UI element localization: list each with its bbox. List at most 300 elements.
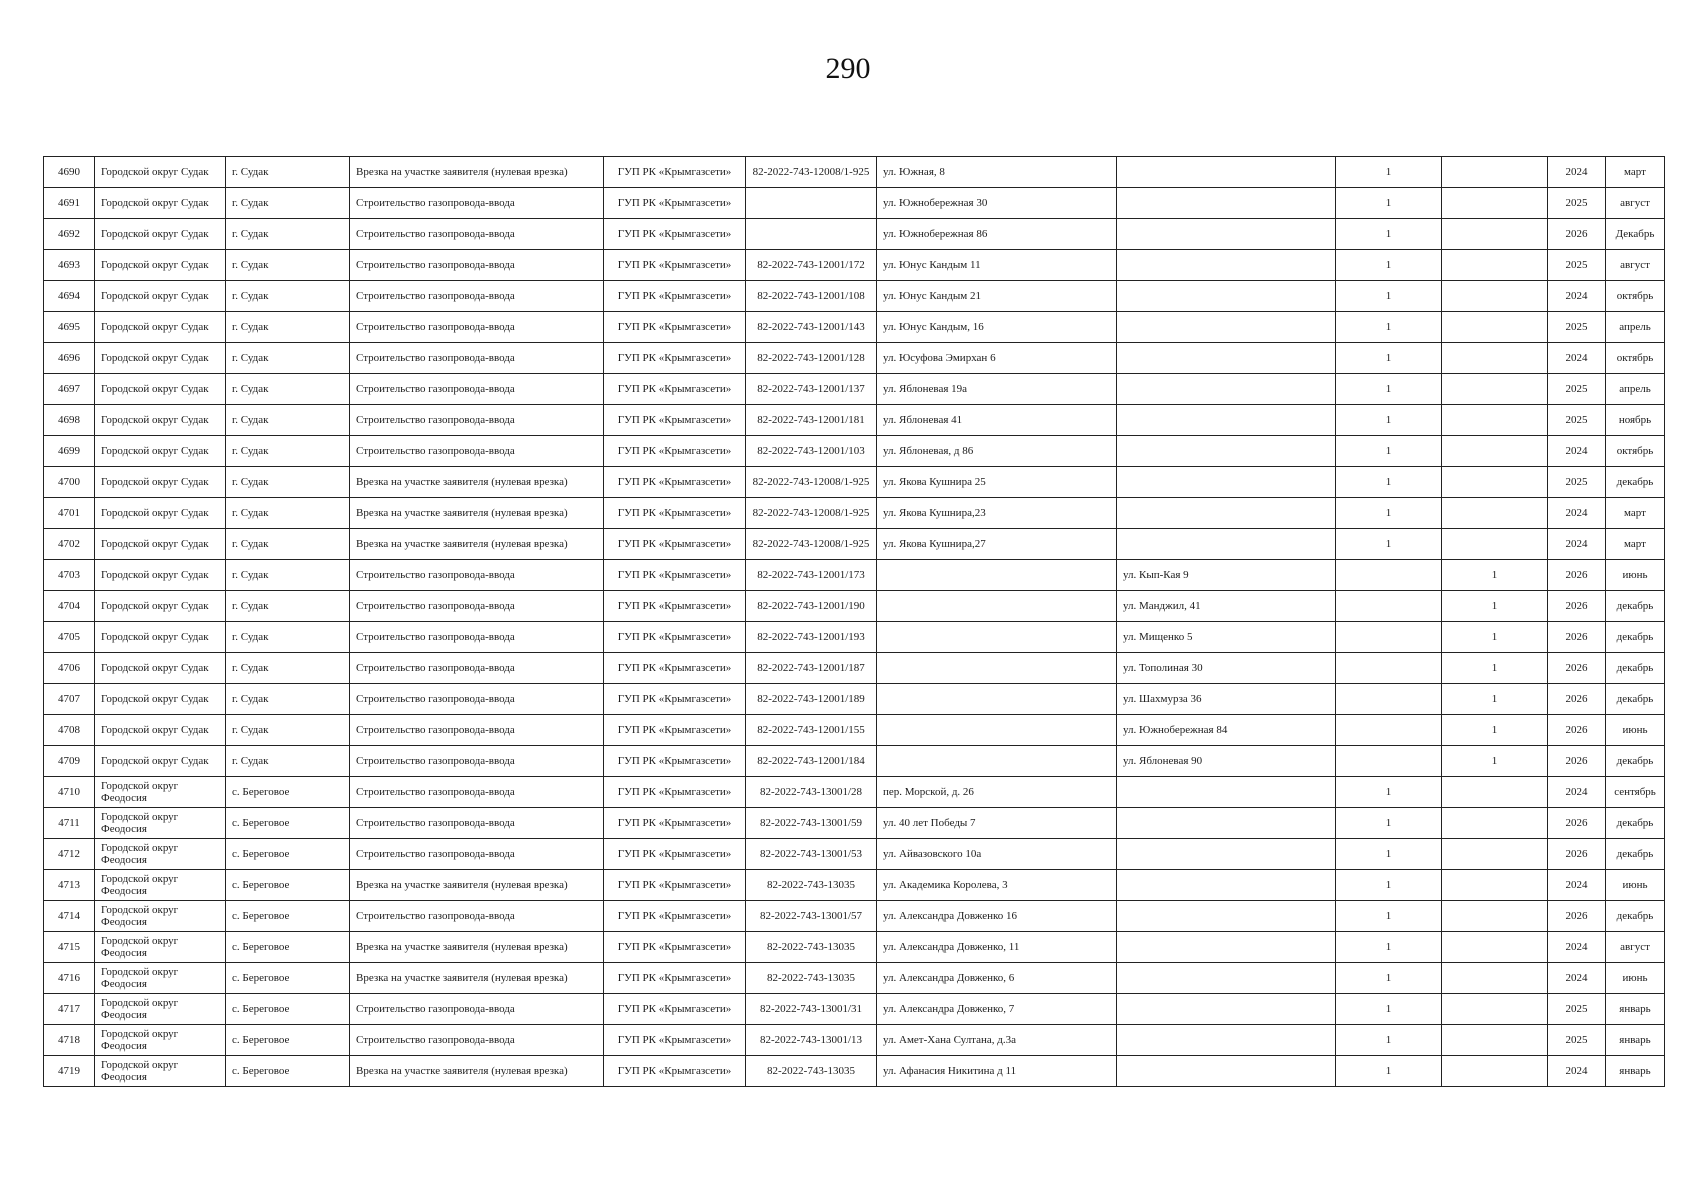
address-cell: ул. Айвазовского 10а [877, 839, 1117, 870]
registration-number-cell: 82-2022-743-12001/189 [746, 684, 877, 715]
address-alt-cell [1117, 777, 1336, 808]
year-cell: 2026 [1548, 622, 1606, 653]
organization-cell: ГУП РК «Крымгазсети» [604, 591, 746, 622]
quantity-alt-cell: 1 [1442, 591, 1548, 622]
year-cell: 2026 [1548, 684, 1606, 715]
row-number: 4717 [44, 994, 95, 1025]
address-cell: ул. Александра Довженко 16 [877, 901, 1117, 932]
quantity-cell: 1 [1336, 281, 1442, 312]
address-alt-cell: ул. Мищенко 5 [1117, 622, 1336, 653]
registration-number-cell: 82-2022-743-12001/172 [746, 250, 877, 281]
municipality-cell: Городской округ Феодосия [95, 808, 226, 839]
month-cell: март [1606, 498, 1665, 529]
organization-cell: ГУП РК «Крымгазсети» [604, 467, 746, 498]
work-type-cell: Строительство газопровода-ввода [350, 994, 604, 1025]
month-cell: июнь [1606, 560, 1665, 591]
month-cell: декабрь [1606, 591, 1665, 622]
row-number: 4693 [44, 250, 95, 281]
municipality-cell: Городской округ Феодосия [95, 1056, 226, 1087]
work-type-cell: Врезка на участке заявителя (нулевая врезка) [350, 498, 604, 529]
quantity-alt-cell: 1 [1442, 622, 1548, 653]
table-row [44, 994, 1665, 1025]
row-number: 4695 [44, 312, 95, 343]
registration-number-cell: 82-2022-743-12001/103 [746, 436, 877, 467]
month-cell: октябрь [1606, 281, 1665, 312]
quantity-alt-cell [1442, 839, 1548, 870]
quantity-alt-cell: 1 [1442, 715, 1548, 746]
gasification-registry-table [43, 156, 1665, 1087]
quantity-alt-cell [1442, 467, 1548, 498]
row-number: 4697 [44, 374, 95, 405]
address-cell: ул. Юнус Кандым 21 [877, 281, 1117, 312]
municipality-cell: Городской округ Судак [95, 374, 226, 405]
address-alt-cell: ул. Тополиная 30 [1117, 653, 1336, 684]
municipality-cell: Городской округ Судак [95, 746, 226, 777]
address-alt-cell [1117, 1025, 1336, 1056]
address-cell: ул. Якова Кушнира 25 [877, 467, 1117, 498]
organization-cell: ГУП РК «Крымгазсети» [604, 653, 746, 684]
municipality-cell: Городской округ Феодосия [95, 932, 226, 963]
address-cell: ул. Южнобережная 30 [877, 188, 1117, 219]
row-number: 4704 [44, 591, 95, 622]
table-row [44, 529, 1665, 560]
quantity-cell [1336, 591, 1442, 622]
address-cell: ул. Якова Кушнира,23 [877, 498, 1117, 529]
row-number: 4699 [44, 436, 95, 467]
address-cell [877, 715, 1117, 746]
registry-body [44, 157, 1665, 1087]
year-cell: 2026 [1548, 839, 1606, 870]
address-alt-cell [1117, 312, 1336, 343]
table-row [44, 436, 1665, 467]
address-cell [877, 560, 1117, 591]
work-type-cell: Строительство газопровода-ввода [350, 901, 604, 932]
work-type-cell: Врезка на участке заявителя (нулевая врезка) [350, 870, 604, 901]
table-row [44, 467, 1665, 498]
work-type-cell: Строительство газопровода-ввода [350, 777, 604, 808]
address-alt-cell: ул. Яблоневая 90 [1117, 746, 1336, 777]
organization-cell: ГУП РК «Крымгазсети» [604, 746, 746, 777]
address-alt-cell [1117, 219, 1336, 250]
address-alt-cell [1117, 901, 1336, 932]
address-alt-cell: ул. Манджил, 41 [1117, 591, 1336, 622]
work-type-cell: Строительство газопровода-ввода [350, 436, 604, 467]
address-cell: ул. Южная, 8 [877, 157, 1117, 188]
month-cell: октябрь [1606, 343, 1665, 374]
settlement-cell: г. Судак [226, 374, 350, 405]
address-alt-cell [1117, 250, 1336, 281]
quantity-cell: 1 [1336, 219, 1442, 250]
organization-cell: ГУП РК «Крымгазсети» [604, 777, 746, 808]
year-cell: 2026 [1548, 219, 1606, 250]
quantity-alt-cell [1442, 312, 1548, 343]
year-cell: 2026 [1548, 653, 1606, 684]
quantity-alt-cell: 1 [1442, 746, 1548, 777]
settlement-cell: г. Судак [226, 343, 350, 374]
municipality-cell: Городской округ Феодосия [95, 870, 226, 901]
row-number: 4709 [44, 746, 95, 777]
organization-cell: ГУП РК «Крымгазсети» [604, 498, 746, 529]
quantity-cell: 1 [1336, 901, 1442, 932]
row-number: 4696 [44, 343, 95, 374]
year-cell: 2024 [1548, 436, 1606, 467]
table-row [44, 591, 1665, 622]
address-alt-cell [1117, 405, 1336, 436]
table-row [44, 219, 1665, 250]
municipality-cell: Городской округ Судак [95, 653, 226, 684]
organization-cell: ГУП РК «Крымгазсети» [604, 250, 746, 281]
address-cell [877, 622, 1117, 653]
address-cell: ул. Южнобережная 86 [877, 219, 1117, 250]
municipality-cell: Городской округ Феодосия [95, 777, 226, 808]
year-cell: 2024 [1548, 963, 1606, 994]
quantity-cell: 1 [1336, 157, 1442, 188]
organization-cell: ГУП РК «Крымгазсети» [604, 1056, 746, 1087]
registration-number-cell: 82-2022-743-12001/193 [746, 622, 877, 653]
municipality-cell: Городской округ Судак [95, 281, 226, 312]
address-alt-cell [1117, 436, 1336, 467]
row-number: 4692 [44, 219, 95, 250]
work-type-cell: Строительство газопровода-ввода [350, 1025, 604, 1056]
work-type-cell: Строительство газопровода-ввода [350, 684, 604, 715]
quantity-cell: 1 [1336, 529, 1442, 560]
row-number: 4715 [44, 932, 95, 963]
quantity-alt-cell [1442, 188, 1548, 219]
table-row [44, 684, 1665, 715]
quantity-cell [1336, 560, 1442, 591]
address-alt-cell [1117, 994, 1336, 1025]
quantity-cell: 1 [1336, 963, 1442, 994]
address-cell: ул. Александра Довженко, 7 [877, 994, 1117, 1025]
year-cell: 2025 [1548, 188, 1606, 219]
month-cell: декабрь [1606, 901, 1665, 932]
address-cell: пер. Морской, д. 26 [877, 777, 1117, 808]
year-cell: 2026 [1548, 901, 1606, 932]
quantity-alt-cell [1442, 529, 1548, 560]
registration-number-cell: 82-2022-743-12001/184 [746, 746, 877, 777]
municipality-cell: Городской округ Судак [95, 684, 226, 715]
registration-number-cell: 82-2022-743-13035 [746, 963, 877, 994]
month-cell: октябрь [1606, 436, 1665, 467]
organization-cell: ГУП РК «Крымгазсети» [604, 715, 746, 746]
table-row [44, 715, 1665, 746]
organization-cell: ГУП РК «Крымгазсети» [604, 994, 746, 1025]
settlement-cell: с. Береговое [226, 808, 350, 839]
registration-number-cell: 82-2022-743-13035 [746, 1056, 877, 1087]
address-alt-cell [1117, 529, 1336, 560]
row-number: 4708 [44, 715, 95, 746]
quantity-cell: 1 [1336, 870, 1442, 901]
table-row [44, 312, 1665, 343]
municipality-cell: Городской округ Феодосия [95, 994, 226, 1025]
address-alt-cell [1117, 1056, 1336, 1087]
municipality-cell: Городской округ Судак [95, 529, 226, 560]
organization-cell: ГУП РК «Крымгазсети» [604, 219, 746, 250]
month-cell: январь [1606, 1056, 1665, 1087]
address-alt-cell [1117, 157, 1336, 188]
registration-number-cell: 82-2022-743-13001/28 [746, 777, 877, 808]
registration-number-cell: 82-2022-743-12001/143 [746, 312, 877, 343]
address-cell [877, 653, 1117, 684]
address-alt-cell [1117, 870, 1336, 901]
year-cell: 2026 [1548, 746, 1606, 777]
address-cell: ул. Александра Довженко, 6 [877, 963, 1117, 994]
settlement-cell: г. Судак [226, 157, 350, 188]
row-number: 4707 [44, 684, 95, 715]
page-number: 290 [825, 52, 871, 85]
organization-cell: ГУП РК «Крымгазсети» [604, 157, 746, 188]
work-type-cell: Строительство газопровода-ввода [350, 405, 604, 436]
settlement-cell: г. Судак [226, 746, 350, 777]
month-cell: декабрь [1606, 622, 1665, 653]
quantity-cell: 1 [1336, 777, 1442, 808]
settlement-cell: г. Судак [226, 405, 350, 436]
month-cell: июнь [1606, 715, 1665, 746]
year-cell: 2024 [1548, 157, 1606, 188]
address-cell: ул. Яблоневая 19а [877, 374, 1117, 405]
month-cell: июнь [1606, 963, 1665, 994]
registration-number-cell: 82-2022-743-13001/57 [746, 901, 877, 932]
municipality-cell: Городской округ Судак [95, 312, 226, 343]
work-type-cell: Врезка на участке заявителя (нулевая врезка) [350, 932, 604, 963]
table-row [44, 281, 1665, 312]
quantity-cell: 1 [1336, 932, 1442, 963]
month-cell: апрель [1606, 312, 1665, 343]
address-cell: ул. Яблоневая 41 [877, 405, 1117, 436]
month-cell: апрель [1606, 374, 1665, 405]
row-number: 4710 [44, 777, 95, 808]
municipality-cell: Городской округ Судак [95, 436, 226, 467]
quantity-cell: 1 [1336, 405, 1442, 436]
organization-cell: ГУП РК «Крымгазсети» [604, 436, 746, 467]
quantity-alt-cell [1442, 374, 1548, 405]
work-type-cell: Строительство газопровода-ввода [350, 653, 604, 684]
registration-number-cell: 82-2022-743-12001/187 [746, 653, 877, 684]
address-cell: ул. Афанасия Никитина д 11 [877, 1056, 1117, 1087]
month-cell: декабрь [1606, 684, 1665, 715]
row-number: 4716 [44, 963, 95, 994]
month-cell: март [1606, 529, 1665, 560]
organization-cell: ГУП РК «Крымгазсети» [604, 560, 746, 591]
work-type-cell: Строительство газопровода-ввода [350, 622, 604, 653]
organization-cell: ГУП РК «Крымгазсети» [604, 870, 746, 901]
row-number: 4694 [44, 281, 95, 312]
registration-number-cell: 82-2022-743-12008/1-925 [746, 157, 877, 188]
year-cell: 2024 [1548, 529, 1606, 560]
settlement-cell: г. Судак [226, 312, 350, 343]
work-type-cell: Строительство газопровода-ввода [350, 591, 604, 622]
year-cell: 2025 [1548, 312, 1606, 343]
settlement-cell: г. Судак [226, 188, 350, 219]
settlement-cell: с. Береговое [226, 870, 350, 901]
table-row [44, 777, 1665, 808]
quantity-cell: 1 [1336, 1025, 1442, 1056]
municipality-cell: Городской округ Феодосия [95, 839, 226, 870]
quantity-alt-cell [1442, 963, 1548, 994]
settlement-cell: г. Судак [226, 250, 350, 281]
year-cell: 2024 [1548, 281, 1606, 312]
year-cell: 2026 [1548, 808, 1606, 839]
settlement-cell: г. Судак [226, 467, 350, 498]
table-row [44, 932, 1665, 963]
year-cell: 2025 [1548, 250, 1606, 281]
work-type-cell: Строительство газопровода-ввода [350, 188, 604, 219]
address-cell: ул. Юнус Кандым 11 [877, 250, 1117, 281]
quantity-alt-cell [1442, 219, 1548, 250]
quantity-alt-cell: 1 [1442, 560, 1548, 591]
address-cell: ул. Якова Кушнира,27 [877, 529, 1117, 560]
settlement-cell: г. Судак [226, 219, 350, 250]
table-row [44, 653, 1665, 684]
settlement-cell: г. Судак [226, 436, 350, 467]
address-alt-cell [1117, 963, 1336, 994]
municipality-cell: Городской округ Судак [95, 715, 226, 746]
year-cell: 2025 [1548, 467, 1606, 498]
address-alt-cell: ул. Кып-Кая 9 [1117, 560, 1336, 591]
municipality-cell: Городской округ Судак [95, 188, 226, 219]
municipality-cell: Городской округ Судак [95, 405, 226, 436]
table-row [44, 963, 1665, 994]
year-cell: 2024 [1548, 777, 1606, 808]
address-alt-cell [1117, 808, 1336, 839]
table-row [44, 250, 1665, 281]
registration-number-cell: 82-2022-743-13001/53 [746, 839, 877, 870]
address-alt-cell: ул. Южнобережная 84 [1117, 715, 1336, 746]
settlement-cell: с. Береговое [226, 932, 350, 963]
quantity-cell [1336, 746, 1442, 777]
row-number: 4719 [44, 1056, 95, 1087]
settlement-cell: с. Береговое [226, 839, 350, 870]
settlement-cell: г. Судак [226, 715, 350, 746]
quantity-cell: 1 [1336, 1056, 1442, 1087]
work-type-cell: Строительство газопровода-ввода [350, 343, 604, 374]
organization-cell: ГУП РК «Крымгазсети» [604, 901, 746, 932]
settlement-cell: г. Судак [226, 529, 350, 560]
address-alt-cell [1117, 839, 1336, 870]
settlement-cell: с. Береговое [226, 994, 350, 1025]
work-type-cell: Врезка на участке заявителя (нулевая врезка) [350, 1056, 604, 1087]
quantity-cell [1336, 715, 1442, 746]
table-row [44, 560, 1665, 591]
month-cell: июнь [1606, 870, 1665, 901]
quantity-alt-cell [1442, 157, 1548, 188]
organization-cell: ГУП РК «Крымгазсети» [604, 312, 746, 343]
registration-number-cell [746, 188, 877, 219]
address-cell: ул. Александра Довженко, 11 [877, 932, 1117, 963]
table-row [44, 808, 1665, 839]
month-cell: декабрь [1606, 808, 1665, 839]
registration-number-cell: 82-2022-743-12001/181 [746, 405, 877, 436]
address-alt-cell [1117, 932, 1336, 963]
municipality-cell: Городской округ Феодосия [95, 901, 226, 932]
quantity-alt-cell: 1 [1442, 653, 1548, 684]
row-number: 4711 [44, 808, 95, 839]
quantity-cell: 1 [1336, 498, 1442, 529]
quantity-cell: 1 [1336, 808, 1442, 839]
municipality-cell: Городской округ Феодосия [95, 1025, 226, 1056]
organization-cell: ГУП РК «Крымгазсети» [604, 1025, 746, 1056]
table-row [44, 405, 1665, 436]
month-cell: август [1606, 188, 1665, 219]
address-alt-cell: ул. Шахмурза 36 [1117, 684, 1336, 715]
address-cell: ул. Юнус Кандым, 16 [877, 312, 1117, 343]
work-type-cell: Строительство газопровода-ввода [350, 374, 604, 405]
table-row [44, 343, 1665, 374]
address-cell [877, 684, 1117, 715]
work-type-cell: Строительство газопровода-ввода [350, 746, 604, 777]
address-alt-cell [1117, 498, 1336, 529]
address-alt-cell [1117, 188, 1336, 219]
work-type-cell: Строительство газопровода-ввода [350, 808, 604, 839]
year-cell: 2024 [1548, 498, 1606, 529]
organization-cell: ГУП РК «Крымгазсети» [604, 839, 746, 870]
organization-cell: ГУП РК «Крымгазсети» [604, 963, 746, 994]
month-cell: декабрь [1606, 653, 1665, 684]
row-number: 4698 [44, 405, 95, 436]
address-cell: ул. Яблоневая, д 86 [877, 436, 1117, 467]
table-row [44, 901, 1665, 932]
quantity-cell: 1 [1336, 436, 1442, 467]
organization-cell: ГУП РК «Крымгазсети» [604, 808, 746, 839]
row-number: 4705 [44, 622, 95, 653]
table-row [44, 498, 1665, 529]
table-row [44, 188, 1665, 219]
address-alt-cell [1117, 343, 1336, 374]
quantity-cell: 1 [1336, 467, 1442, 498]
registration-number-cell: 82-2022-743-13001/31 [746, 994, 877, 1025]
address-alt-cell [1117, 467, 1336, 498]
settlement-cell: г. Судак [226, 281, 350, 312]
year-cell: 2025 [1548, 405, 1606, 436]
address-cell [877, 591, 1117, 622]
row-number: 4703 [44, 560, 95, 591]
registration-number-cell: 82-2022-743-13035 [746, 870, 877, 901]
row-number: 4712 [44, 839, 95, 870]
work-type-cell: Строительство газопровода-ввода [350, 219, 604, 250]
quantity-cell: 1 [1336, 343, 1442, 374]
municipality-cell: Городской округ Судак [95, 219, 226, 250]
organization-cell: ГУП РК «Крымгазсети» [604, 932, 746, 963]
quantity-cell: 1 [1336, 250, 1442, 281]
month-cell: декабрь [1606, 467, 1665, 498]
registration-number-cell: 82-2022-743-12001/108 [746, 281, 877, 312]
organization-cell: ГУП РК «Крымгазсети» [604, 374, 746, 405]
month-cell: декабрь [1606, 839, 1665, 870]
year-cell: 2026 [1548, 715, 1606, 746]
quantity-cell [1336, 622, 1442, 653]
quantity-alt-cell [1442, 1025, 1548, 1056]
table-row [44, 622, 1665, 653]
organization-cell: ГУП РК «Крымгазсети» [604, 343, 746, 374]
quantity-alt-cell [1442, 901, 1548, 932]
organization-cell: ГУП РК «Крымгазсети» [604, 281, 746, 312]
quantity-cell [1336, 653, 1442, 684]
registration-number-cell: 82-2022-743-12001/190 [746, 591, 877, 622]
year-cell: 2024 [1548, 932, 1606, 963]
quantity-alt-cell [1442, 777, 1548, 808]
registration-number-cell: 82-2022-743-12001/128 [746, 343, 877, 374]
registration-number-cell: 82-2022-743-12001/155 [746, 715, 877, 746]
month-cell: январь [1606, 994, 1665, 1025]
month-cell: август [1606, 250, 1665, 281]
work-type-cell: Строительство газопровода-ввода [350, 281, 604, 312]
quantity-alt-cell [1442, 436, 1548, 467]
quantity-alt-cell [1442, 994, 1548, 1025]
year-cell: 2024 [1548, 870, 1606, 901]
registration-number-cell: 82-2022-743-13001/13 [746, 1025, 877, 1056]
quantity-alt-cell [1442, 250, 1548, 281]
quantity-cell: 1 [1336, 994, 1442, 1025]
